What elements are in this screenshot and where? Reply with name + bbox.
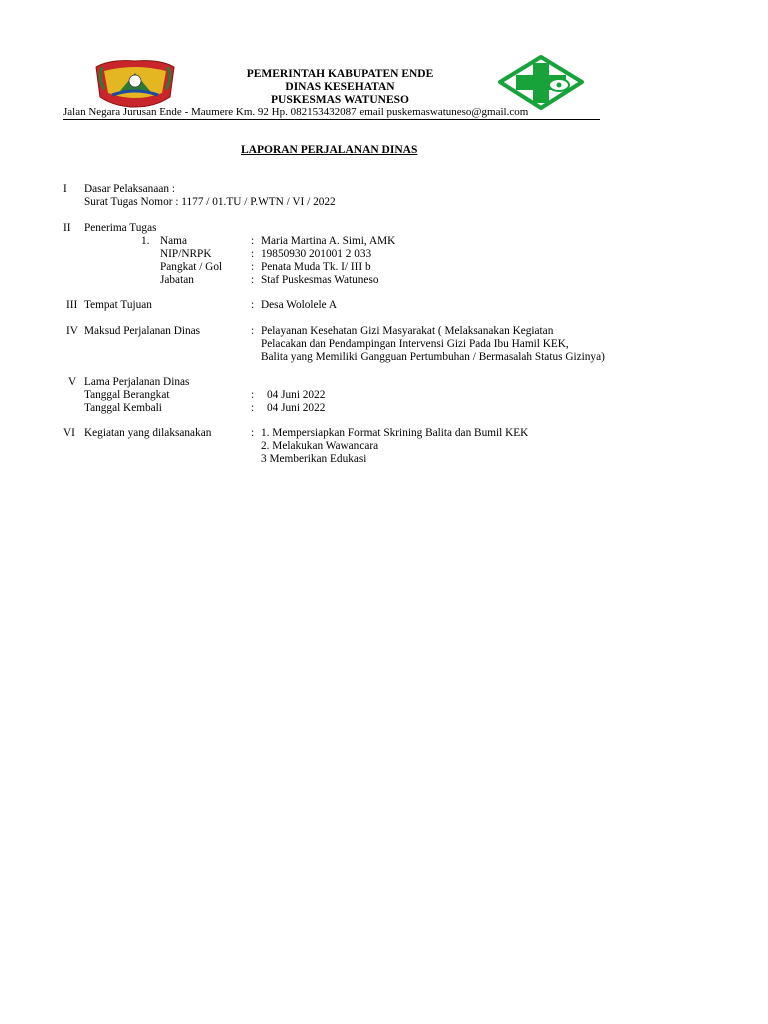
- section-label: Penerima Tugas: [84, 222, 157, 234]
- field-colon: :: [251, 389, 255, 401]
- regency-emblem-logo: [90, 57, 180, 109]
- section-number: V: [68, 376, 77, 388]
- field-colon: :: [251, 427, 255, 439]
- section-number: II: [63, 222, 71, 234]
- header-divider: [63, 119, 600, 120]
- header-agency-line: PEMERINTAH KABUPATEN ENDE: [246, 68, 434, 80]
- field-colon: :: [251, 274, 255, 286]
- purpose-line: Balita yang Memiliki Gangguan Pertumbuhan / Bermasalah Status Gizinya): [261, 351, 605, 363]
- section-number: VI: [63, 427, 75, 439]
- field-value: Maria Martina A. Simi, AMK: [261, 235, 396, 247]
- section-label: Tempat Tujuan: [84, 299, 152, 311]
- field-value: Penata Muda Tk. I/ III b: [261, 261, 371, 273]
- document-title: LAPORAN PERJALANAN DINAS: [241, 144, 418, 156]
- field-value: 19850930 201001 2 033: [261, 248, 372, 260]
- field-key: Jabatan: [160, 274, 194, 286]
- activity-item: 3 Memberikan Edukasi: [261, 453, 367, 465]
- activity-item: 1. Mempersiapkan Format Skrining Balita dan Bumil KEK: [261, 427, 529, 439]
- field-key: NIP/NRPK: [160, 248, 212, 260]
- purpose-line: Pelayanan Kesehatan Gizi Masyarakat ( Melaksanakan Kegiatan: [261, 325, 554, 337]
- field-colon: :: [251, 402, 255, 414]
- departure-date: 04 Juni 2022: [267, 389, 326, 401]
- section-label: Maksud Perjalanan Dinas: [84, 325, 201, 337]
- header-department-line: DINAS KESEHATAN: [285, 81, 395, 93]
- field-key: Pangkat / Gol: [160, 261, 223, 273]
- section-number: III: [66, 299, 78, 311]
- field-colon: :: [251, 299, 255, 311]
- field-colon: :: [251, 235, 255, 247]
- header-address: Jalan Negara Jurusan Ende - Maumere Km. 92 Hp. 082153432087 email puskemaswatuneso@gmail.com: [63, 106, 529, 118]
- activity-item: 2. Melakukan Wawancara: [261, 440, 379, 452]
- section-label: Dasar Pelaksanaan :: [84, 183, 175, 195]
- recipient-index: 1.: [141, 235, 150, 247]
- assignment-letter-number: Surat Tugas Nomor : 1177 / 01.TU / P.WTN / VI / 2022: [84, 196, 336, 208]
- purpose-line: Pelacakan dan Pendampingan Intervensi Gizi Pada Ibu Hamil KEK,: [261, 338, 569, 350]
- field-value: Staf Puskesmas Watuneso: [261, 274, 379, 286]
- field-key: Tanggal Berangkat: [84, 389, 170, 401]
- section-label: Kegiatan yang dilaksanakan: [84, 427, 212, 439]
- field-key: Nama: [160, 235, 187, 247]
- section-number: I: [63, 183, 67, 195]
- field-colon: :: [251, 248, 255, 260]
- section-number: IV: [66, 325, 78, 337]
- section-label: Lama Perjalanan Dinas: [84, 376, 190, 388]
- field-colon: :: [251, 325, 255, 337]
- return-date: 04 Juni 2022: [267, 402, 326, 414]
- puskesmas-cross-logo: [498, 55, 584, 110]
- field-colon: :: [251, 261, 255, 273]
- header-office-line: PUSKESMAS WATUNESO: [271, 94, 409, 106]
- field-key: Tanggal Kembali: [84, 402, 162, 414]
- destination-value: Desa Wololele A: [261, 299, 338, 311]
